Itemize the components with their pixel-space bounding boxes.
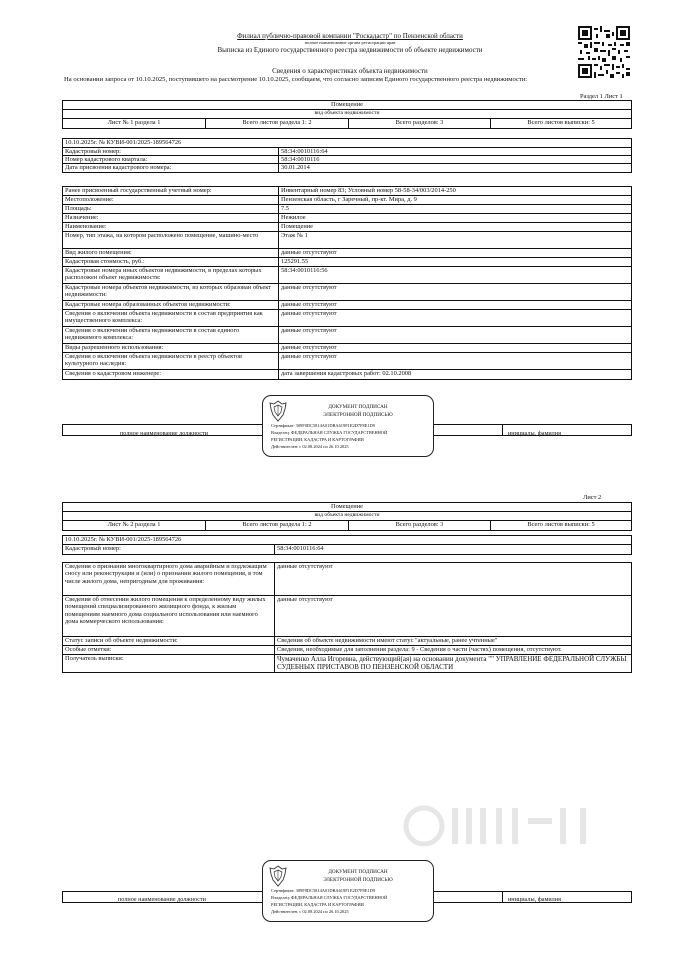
row-value: Этаж № 1 — [281, 232, 308, 239]
object-type-sub: вид объекта недвижимости — [63, 512, 631, 521]
total-sheets-section: Всего листов раздела 1: 2 — [206, 521, 349, 530]
name-label: инициалы, фамилия — [508, 896, 561, 903]
emblem-icon — [269, 400, 287, 422]
doc-number: 10.10.2025г. № КУВИ-001/2025-189564726 — [65, 139, 182, 146]
row-value: Пензенская область, г Заречный, пр-кт. Мира, д. 9 — [281, 196, 417, 203]
row-value: данные отсутствуют — [281, 284, 337, 291]
row-value: данные отсутствуют — [281, 310, 337, 317]
row-value: данные отсутствуют — [277, 596, 333, 603]
e-signature-stamp — [262, 395, 434, 457]
stamp-title-2: ЭЛЕКТРОННОЙ ПОДПИСЬЮ — [323, 877, 393, 883]
name-label: инициалы, фамилия — [508, 430, 561, 437]
row-label: Кадастровый номер: — [63, 148, 279, 155]
sheet-no: Лист № 1 раздела 1 — [63, 119, 206, 128]
watermark-icon — [400, 800, 600, 852]
row-value: данные отсутствуют — [281, 353, 337, 360]
position-label: полное наименование должности — [120, 430, 208, 437]
row-value: Сведения об объекте недвижимости имеют статус "актуальные, ранее учтенные" — [277, 637, 498, 644]
row-value: Инвентарный номер 83; Условный номер 58-58-34/003/2014-250 — [281, 187, 456, 194]
row-value: 7.5 — [281, 205, 289, 212]
e-signature-stamp — [262, 860, 434, 922]
row-label: Кадастровые номера иных объектов недвижимости, в пределах которых расположен объект недвижимости: — [63, 267, 279, 283]
stamp-owner: Владелец: ФЕДЕРАЛЬНАЯ СЛУЖБА ГОСУДАРСТВЕННОЙ — [271, 430, 388, 435]
row-label: Получатель выписки: — [63, 655, 275, 672]
subtitle: Сведения о характеристиках объекта недвижимости — [272, 67, 428, 75]
row-value: 125291.55 — [281, 258, 309, 265]
total-sections: Всего разделов: 3 — [349, 119, 491, 128]
row-label: Кадастровый номер: — [63, 545, 275, 554]
row-value: дата завершения кадастровых работ: 02.10.2008 — [281, 370, 412, 377]
sheet2-main-table — [62, 562, 632, 673]
stamp-valid: Действителен: с 02.08.2024 по 26.10.2025 — [271, 444, 349, 449]
row-label: Назначение: — [63, 214, 279, 222]
org-name: Филиал публично-правовой компании "Роскадастр" по Пензенской области — [237, 32, 463, 40]
row-value: 58:34:0010116 — [281, 156, 320, 163]
row-label: Номер кадастрового квартала: — [63, 156, 279, 163]
sheet1-header-table — [62, 100, 632, 129]
row-label: Площадь: — [63, 205, 279, 213]
row-label: Сведения о включении объекта недвижимости в состав предприятия как имущественного комплекса: — [63, 310, 279, 326]
row-value: Чумаченко Алла Игоревна, действующий(ая) на основании документа "" УПРАВЛЕНИЕ ФЕДЕРАЛЬНОЙ СЛУЖБЫ СУДЕБНЫХ ПРИСТАВОВ ПО ПЕНЗЕНСКОЙ ОБЛАСТИ — [277, 655, 627, 672]
row-value: данные отсутствуют — [277, 563, 333, 570]
object-type: Помещение — [63, 503, 631, 512]
row-label: Вид жилого помещения: — [63, 249, 279, 257]
row-label: Статус записи об объекте недвижимости: — [63, 637, 275, 645]
basis-text: На основании запроса от 10.10.2025, поступившего на рассмотрение 10.10.2025, сообщаем, что согласно записям Единого государственного реестра недвижимости: — [64, 76, 528, 83]
row-value: данные отсутствуют — [281, 301, 337, 308]
row-value: Сведения, необходимые для заполнения раздела: 9 - Сведения о части (частях) помещения, отсутствуют. — [277, 646, 562, 653]
object-type-sub: вид объекта недвижимости — [63, 110, 631, 119]
row-label: Сведения о признании многоквартирного дома аварийным и подлежащим сносу или реконструкции и (или) о признании жилого помещения, в том числе жилого дома, непригодным для проживания: — [63, 563, 275, 595]
row-label: Местоположение: — [63, 196, 279, 204]
row-value: Нежилое — [281, 214, 306, 221]
total-sheets-section: Всего листов раздела 1: 2 — [206, 119, 349, 128]
row-label: Наименование: — [63, 223, 279, 231]
row-value: 30.01.2014 — [281, 164, 310, 171]
section-ref: Раздел 1 Лист 1 — [580, 93, 623, 100]
stamp-cert: Сертификат: 309F0DC5814A01DBA619F1E2D7F8E1D9 — [271, 423, 375, 428]
row-value: данные отсутствуют — [281, 344, 337, 351]
stamp-owner-2: РЕГИСТРАЦИИ, КАДАСТРА И КАРТОГРАФИИ — [271, 437, 364, 442]
sheet1-main-table — [62, 186, 632, 380]
row-label: Сведения о кадастровом инженере: — [63, 370, 279, 379]
stamp-valid: Действителен: с 02.08.2024 по 26.10.2025 — [271, 909, 349, 914]
watermark-logo — [400, 800, 600, 863]
sheet2-header-table — [62, 502, 632, 531]
row-label: Сведения о включении объекта недвижимости в состав единого недвижимого комплекса: — [63, 327, 279, 343]
stamp-owner-2: РЕГИСТРАЦИИ, КАДАСТРА И КАРТОГРАФИИ — [271, 902, 364, 907]
stamp-cert: Сертификат: 309F0DC5814A01DBA619F1E2D7F8E1D9 — [271, 888, 375, 893]
org-sub: полное наименование органа регистрации прав — [304, 40, 396, 45]
qr-code — [578, 26, 630, 78]
row-value: данные отсутствуют — [281, 249, 337, 256]
object-type: Помещение — [63, 101, 631, 110]
sheet-no: Лист № 2 раздела 1 — [63, 521, 206, 530]
row-label: Сведения об отнесении жилого помещения к определенному виду жилых помещений специализированного жилищного фонда, к жилым помещениям наемного дома социального использования или наемного дома коммерческого использования: — [63, 596, 275, 636]
row-label: Кадастровые номера объектов недвижимости, из которых образован объект недвижимости: — [63, 284, 279, 300]
row-value: Помещение — [281, 223, 314, 230]
row-label: Номер, тип этажа, на котором расположено помещение, машино-место — [63, 232, 279, 248]
sheet2-top-table — [62, 535, 632, 555]
stamp-title-1: ДОКУМЕНТ ПОДПИСАН — [328, 404, 388, 410]
total-sheets: Всего листов выписки: 5 — [527, 119, 595, 126]
sheet1-top-table — [62, 138, 632, 173]
emblem-icon — [269, 865, 287, 887]
row-value: 58:34:0010116:56 — [281, 267, 328, 274]
sheet2-label: Лист 2 — [583, 494, 602, 501]
row-label: Кадастровые номера образованных объектов недвижимости: — [63, 301, 279, 309]
row-label: Ранее присвоенный государственный учетный номер: — [63, 187, 279, 195]
extract-title: Выписка из Единого государственного реестра недвижимости об объекте недвижимости — [217, 46, 483, 54]
row-value: данные отсутствуют — [281, 327, 337, 334]
stamp-owner: Владелец: ФЕДЕРАЛЬНАЯ СЛУЖБА ГОСУДАРСТВЕННОЙ — [271, 895, 388, 900]
row-label: Дата присвоения кадастрового номера: — [63, 164, 279, 172]
row-label: Кадастровая стоимость, руб.: — [63, 258, 279, 266]
position-label: полное наименование должности — [118, 896, 206, 903]
row-value: 58:34:0010116:64 — [281, 148, 328, 155]
row-value: 58:34:0010116:64 — [277, 545, 324, 552]
doc-number: 10.10.2025г. № КУВИ-001/2025-189564726 — [65, 536, 182, 543]
row-label: Особые отметки: — [63, 646, 275, 654]
total-sheets: Всего листов выписки: 5 — [527, 521, 595, 528]
stamp-title-2: ЭЛЕКТРОННОЙ ПОДПИСЬЮ — [323, 412, 393, 418]
total-sections: Всего разделов: 3 — [349, 521, 491, 530]
row-label: Виды разрешенного использования: — [63, 344, 279, 352]
stamp-title-1: ДОКУМЕНТ ПОДПИСАН — [328, 869, 388, 875]
row-label: Сведения о включении объекта недвижимости в реестр объектов культурного наследия: — [63, 353, 279, 369]
